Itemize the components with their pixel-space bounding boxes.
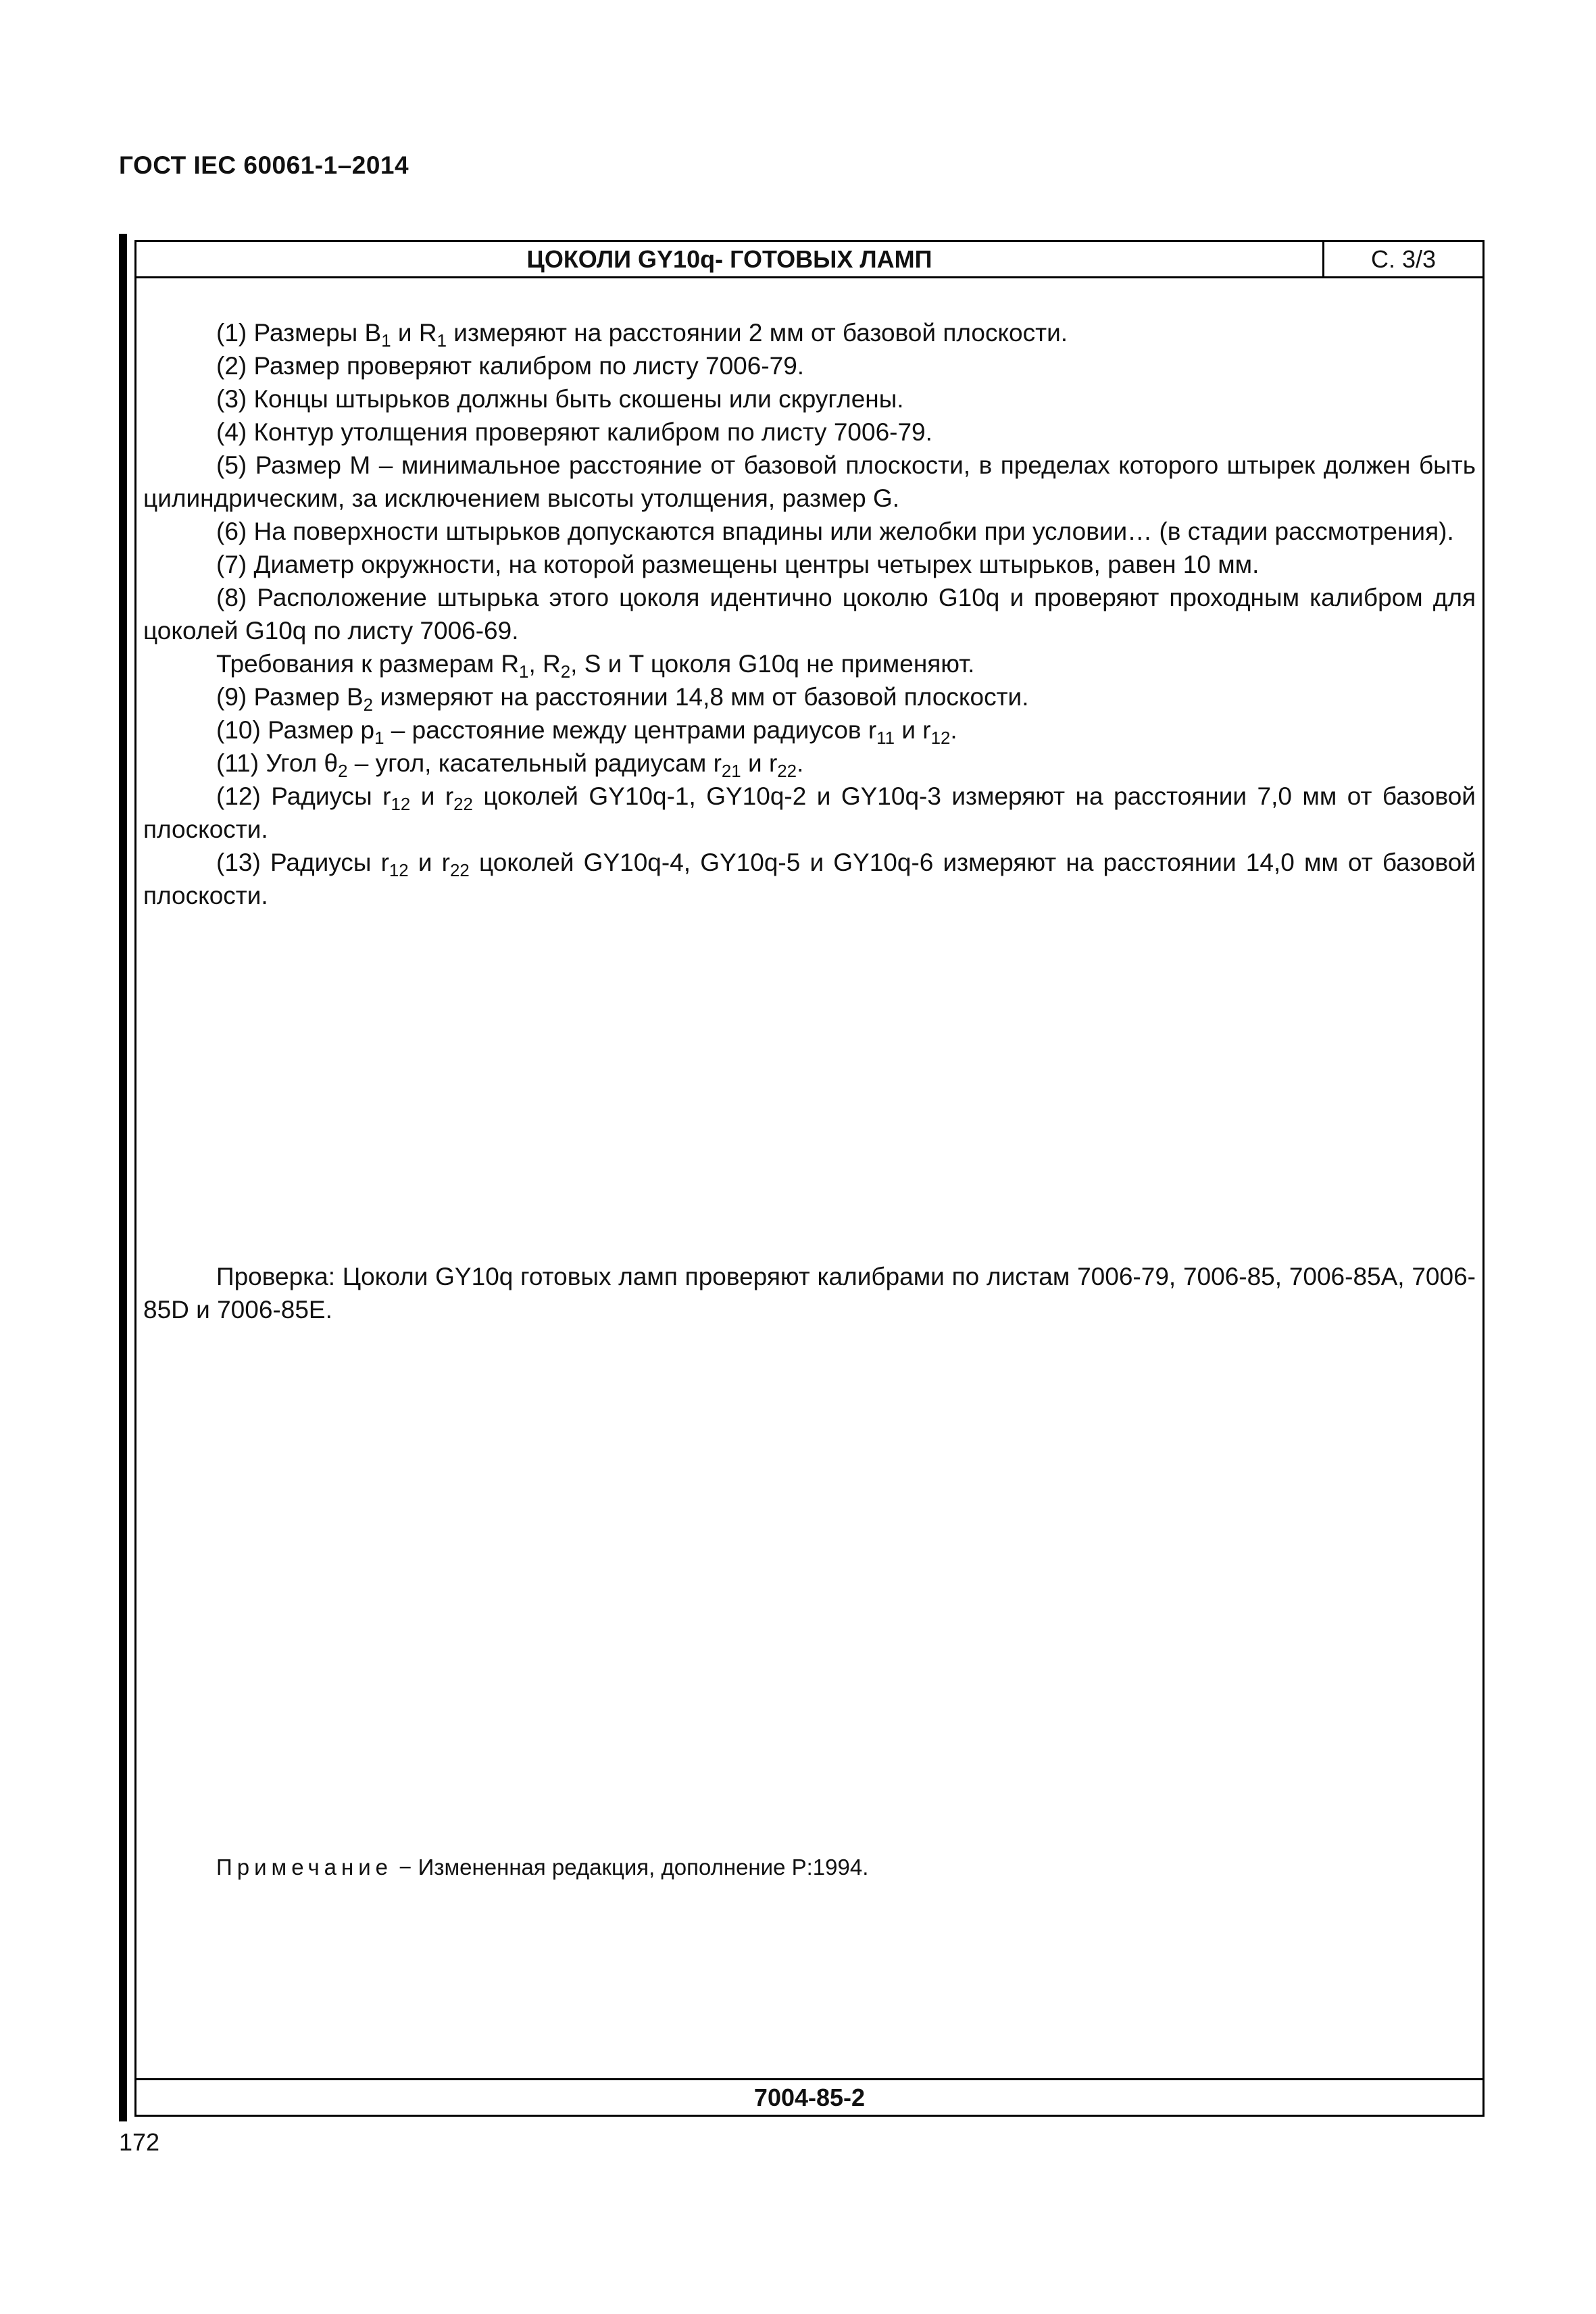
note-11: (11) Угол $\theta_2$ – угол, касательный радиусам $r_{21}$ и $r_{22}$. [216,749,804,781]
note-4: (4) Контур утолщения проверяют калибром по листу 7006-79. [216,418,932,446]
change-marker-bar [119,234,127,2121]
note-6: (6) На поверхности штырьков допускаются впадины или желобки при условии… (в стадии рассмотрения). [216,518,1454,545]
document-standard-code: ГОСТ IEC 60061-1–2014 [119,151,409,179]
sheet-title: ЦОКОЛИ GY10q- ГОТОВЫХ ЛАМП [136,242,1324,276]
note-13: (13) Радиусы $r_{12}$ и $r_{22}$ цоколей GY10q-4, GY10q-5 и GY10q-6 измеряют на расстоянии 14,0 мм от базовой плоскости. [143,849,1476,909]
note-8-continuation: Требования к размерам $R_1$, $R_2$, S и T цоколя G10q не применяют. [216,650,975,682]
footnote-label: Примечание [216,1855,393,1880]
note-2: (2) Размер проверяют калибром по листу 7006-79. [216,352,805,380]
notes-list [143,316,1476,912]
note-12: (12) Радиусы $r_{12}$ и $r_{22}$ цоколей GY10q-1, GY10q-2 и GY10q-3 измеряют на расстоянии 7,0 мм от базовой плоскости. [143,782,1476,843]
page-number: 172 [119,2128,160,2156]
note-7: (7) Диаметр окружности, на которой размещены центры четырех штырьков, равен 10 мм. [216,551,1260,578]
sheet-footer-code: 7004-85-2 [136,2078,1482,2115]
footnote-text: − Измененная редакция, дополнение P:1994. [393,1855,869,1880]
footnote [216,1855,868,1880]
note-1: (1) Размеры $B_1$ и $R_1$ измеряют на расстоянии 2 мм от базовой плоскости. [216,319,1068,351]
note-8: (8) Расположение штырька этого цоколя идентично цоколю G10q и проверяют проходным калибром для цоколей G10q по листу 7006-69. [143,584,1476,645]
note-10: (10) Размер $p_1$ – расстояние между центрами радиусов $r_{11}$ и $r_{12}$. [216,716,957,748]
note-5: (5) Размер M – минимальное расстояние от базовой плоскости, в пределах которого штырек должен быть цилиндрическим, за исключением высоты утолщения, размер G. [143,451,1476,512]
note-9: (9) Размер $B_2$ измеряют на расстоянии 14,8 мм от базовой плоскости. [216,683,1029,715]
sheet-frame [134,240,1485,2117]
sheet-page-indicator: С. 3/3 [1370,245,1437,273]
sheet-title-row [136,242,1482,278]
note-3: (3) Концы штырьков должны быть скошены или скруглены. [216,385,904,413]
check-paragraph: Проверка: Цоколи GY10q готовых ламп проверяют калибрами по листам 7006-79, 7006-85, 7006-85A, 7006-85D и 7006-85E. [143,1263,1476,1324]
